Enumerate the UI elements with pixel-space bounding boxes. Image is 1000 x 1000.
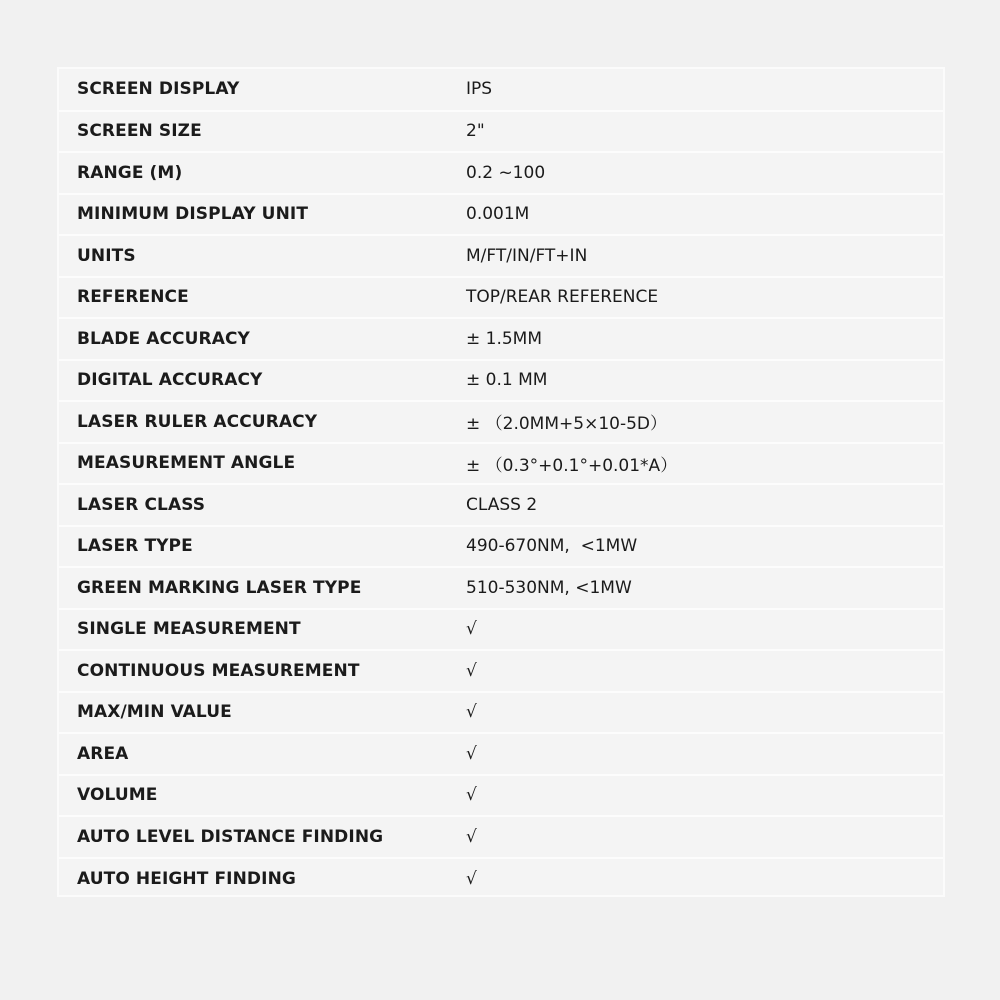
table-row <box>59 692 943 734</box>
spec-value: ± （2.0MM+5×10-5D） <box>447 401 943 443</box>
table-row <box>59 567 943 609</box>
spec-value: 0.001M <box>447 194 943 236</box>
spec-value: 490-670NM, <1MW <box>447 526 943 568</box>
table-row <box>59 484 943 526</box>
spec-label: REFERENCE <box>59 277 447 319</box>
spec-value: 0.2 ~100 <box>447 152 943 194</box>
spec-label: RANGE (M) <box>59 152 447 194</box>
table-row <box>59 318 943 360</box>
table-row <box>59 111 943 153</box>
spec-label: SCREEN DISPLAY <box>77 79 240 100</box>
table-row <box>59 277 943 319</box>
check-mark-icon: √ <box>447 775 943 817</box>
spec-label: AREA <box>59 733 447 775</box>
spec-value: CLASS 2 <box>447 484 943 526</box>
spec-label: AUTO LEVEL DISTANCE FINDING <box>59 816 447 858</box>
table-row <box>59 152 943 194</box>
check-mark-icon: √ <box>447 692 943 734</box>
spec-label: LASER RULER ACCURACY <box>59 401 447 443</box>
spec-label: MEASUREMENT ANGLE <box>59 443 447 485</box>
table-row <box>59 69 943 111</box>
spec-label: AUTO HEIGHT FINDING <box>59 858 447 900</box>
spec-label: MINIMUM DISPLAY UNIT <box>59 194 447 236</box>
spec-value: ± （0.3°+0.1°+0.01*A） <box>447 443 943 485</box>
spec-label: LASER CLASS <box>59 484 447 526</box>
spec-value: 510-530NM, <1MW <box>447 567 943 609</box>
spec-label: VOLUME <box>59 775 447 817</box>
check-mark-icon: √ <box>447 816 943 858</box>
spec-label: MAX/MIN VALUE <box>59 692 447 734</box>
spec-label: UNITS <box>59 235 447 277</box>
table-row <box>59 360 943 402</box>
spec-value: 2" <box>447 111 943 153</box>
spec-card <box>57 67 945 897</box>
table-row <box>59 816 943 858</box>
table-row <box>59 401 943 443</box>
check-mark-icon: √ <box>447 858 943 900</box>
spec-label: SINGLE MEASUREMENT <box>59 609 447 651</box>
table-row <box>59 443 943 485</box>
table-row <box>59 235 943 277</box>
table-row <box>59 526 943 568</box>
spec-value: M/FT/IN/FT+IN <box>447 235 943 277</box>
spec-label: SCREEN SIZE <box>59 111 447 153</box>
table-row <box>59 194 943 236</box>
spec-label: CONTINUOUS MEASUREMENT <box>59 650 447 692</box>
spec-value: IPS <box>466 79 493 100</box>
spec-label: LASER TYPE <box>59 526 447 568</box>
check-mark-icon: √ <box>447 650 943 692</box>
table-row <box>59 650 943 692</box>
spec-label: BLADE ACCURACY <box>59 318 447 360</box>
spec-label: DIGITAL ACCURACY <box>59 360 447 402</box>
table-row <box>59 609 943 651</box>
check-mark-icon: √ <box>447 609 943 651</box>
spec-value: ± 1.5MM <box>447 318 943 360</box>
spec-value: TOP/REAR REFERENCE <box>447 277 943 319</box>
check-mark-icon: √ <box>447 733 943 775</box>
table-row <box>59 775 943 817</box>
spec-value: ± 0.1 MM <box>447 360 943 402</box>
table-row <box>59 858 943 900</box>
table-row <box>59 733 943 775</box>
spec-label: GREEN MARKING LASER TYPE <box>59 567 447 609</box>
spec-table <box>59 69 943 899</box>
